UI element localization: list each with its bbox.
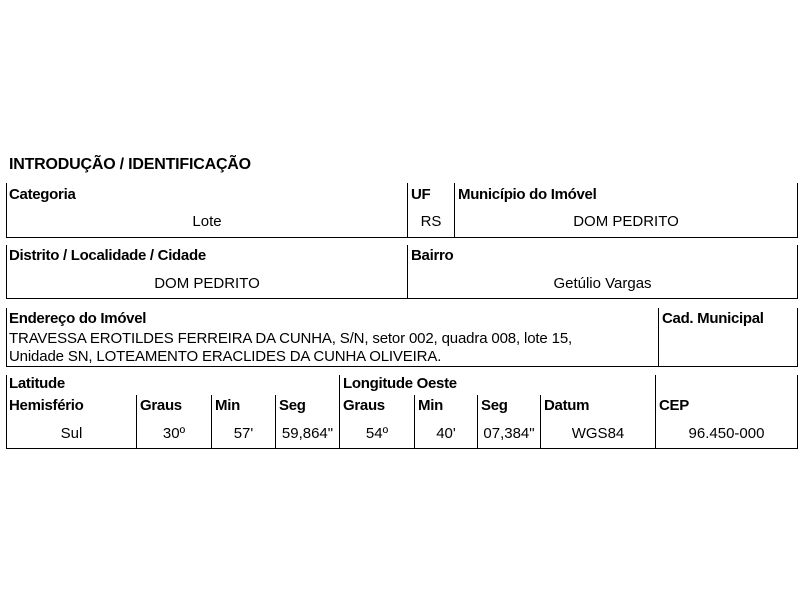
- longitude-label: Longitude Oeste: [343, 375, 457, 392]
- divider: [797, 308, 798, 367]
- divider: [6, 298, 798, 299]
- categoria-label: Categoria: [9, 186, 76, 203]
- bairro-label: Bairro: [411, 247, 454, 264]
- lon-min-value: 40': [436, 425, 456, 442]
- endereco-label: Endereço do Imóvel: [9, 310, 147, 327]
- lat-min-label: Min: [215, 397, 240, 414]
- lat-graus-value: 30º: [162, 425, 186, 442]
- datum-label: Datum: [544, 397, 590, 414]
- divider: [6, 237, 798, 238]
- distrito-label: Distrito / Localidade / Cidade: [9, 247, 206, 264]
- lon-graus-label: Graus: [343, 397, 385, 414]
- uf-value: RS: [420, 213, 442, 230]
- divider: [6, 366, 798, 367]
- municipio-label: Município do Imóvel: [458, 186, 597, 203]
- datum-value: WGS84: [571, 425, 625, 442]
- endereco-line-1: TRAVESSA EROTILDES FERREIRA DA CUNHA, S/N, setor 002, quadra 008, lote 15,: [9, 330, 573, 347]
- hemisferio-value: Sul: [60, 425, 83, 442]
- section-title: INTRODUÇÃO / IDENTIFICAÇÃO: [9, 156, 251, 173]
- cep-label: CEP: [659, 397, 689, 414]
- lon-min-label: Min: [418, 397, 443, 414]
- cad-municipal-label: Cad. Municipal: [662, 310, 764, 327]
- lon-seg-value: 07,384": [483, 425, 535, 442]
- lat-seg-label: Seg: [279, 397, 306, 414]
- distrito-value: DOM PEDRITO: [154, 275, 260, 292]
- divider: [658, 308, 659, 367]
- hemisferio-label: Hemisfério: [9, 397, 84, 414]
- lat-seg-value: 59,864": [281, 425, 334, 442]
- categoria-value: Lote: [192, 213, 222, 230]
- bairro-value: Getúlio Vargas: [553, 275, 652, 292]
- lon-graus-value: 54º: [365, 425, 389, 442]
- lat-graus-label: Graus: [140, 397, 182, 414]
- divider: [6, 448, 798, 449]
- latitude-label: Latitude: [9, 375, 65, 392]
- endereco-line-2: Unidade SN, LOTEAMENTO ERACLIDES DA CUNHA OLIVEIRA.: [9, 348, 442, 365]
- lon-seg-label: Seg: [481, 397, 508, 414]
- municipio-value: DOM PEDRITO: [573, 213, 679, 230]
- divider: [6, 308, 7, 367]
- cep-value: 96.450-000: [688, 425, 765, 442]
- lat-min-value: 57': [233, 425, 254, 442]
- uf-label: UF: [411, 186, 431, 203]
